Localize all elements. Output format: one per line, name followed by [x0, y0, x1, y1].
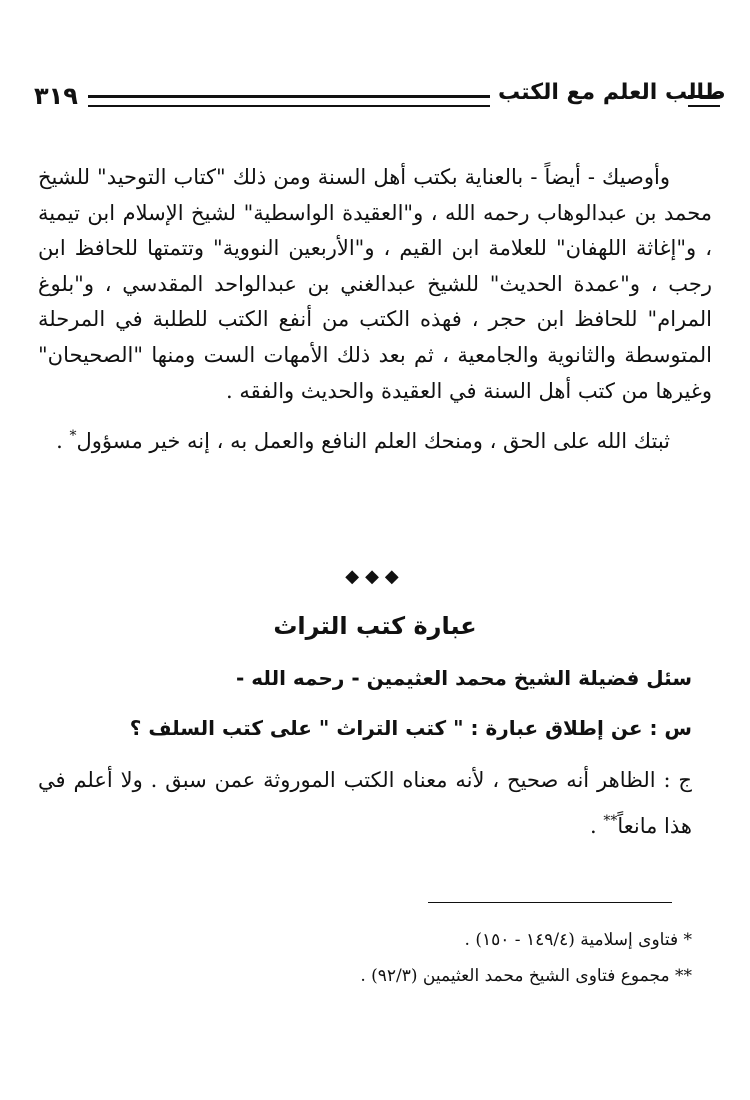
paragraph-text: ثبتك الله على الحق ، ومنحك العلم النافع والعمل به ، إنه خير مسؤول	[76, 429, 670, 454]
section-heading: عبارة كتب التراث	[273, 612, 477, 640]
section-divider-ornament: ◆◆◆	[345, 566, 405, 587]
answer-body: ج : الظاهر أنه صحيح ، لأنه معناه الكتب الموروثة عمن سبق . ولا أعلم في هذا مانعاً	[38, 768, 692, 838]
footnote-separator	[428, 902, 672, 903]
paragraph: وأوصيك - أيضاً - بالعناية بكتب أهل السنة ومن ذلك "كتاب التوحيد" للشيخ محمد بن عبدالوهاب رحمه الله ، و"العقيدة الواسطية" لشيخ الإسلام ابن تيمية ، و"إغاثة اللهفان" للعلامة ابن القيم ، و"الأربعين النووية" وتتمتها للحافظ ابن رجب ، و"عمدة الحديث" للشيخ عبدالغني بن عبدالواحد المقدسي ، و"بلوغ المرام" للحافظ ابن حجر ، فهذه الكتب من أنفع الكتب للطلبة في المرحلة المتوسطة والثانوية والجامعية ، ثم بعد ذلك الأمهات الست ومنها "الصحيحان" وغيرها من كتب أهل السنة في العقيدة والحديث والفقه .	[38, 165, 712, 403]
page-number: ٣١٩	[34, 82, 78, 110]
question-attribution: سئل فضيلة الشيخ محمد العثيمين - رحمه الله -	[236, 666, 692, 690]
footnote: * فتاوى إسلامية (١٤٩/٤ - ١٥٠) .	[464, 930, 692, 950]
main-text	[38, 160, 712, 460]
question-text: س : عن إطلاق عبارة : " كتب التراث " على كتب السلف ؟	[129, 716, 692, 740]
paragraph-end: .	[56, 429, 70, 454]
footnotes	[360, 922, 692, 994]
answer-text	[38, 760, 692, 847]
header-rule	[88, 95, 490, 107]
answer-end: .	[590, 814, 604, 838]
paragraph-closing	[38, 419, 712, 460]
footnote: ** مجموع فتاوى الشيخ محمد العثيمين (٩٢/٣) .	[360, 966, 692, 986]
page-header	[30, 78, 726, 118]
running-title: طالب العلم مع الكتب	[498, 80, 726, 105]
footnote-marker: *	[69, 428, 77, 445]
footnote-marker: **	[603, 813, 618, 829]
header-rule-short	[688, 95, 720, 107]
